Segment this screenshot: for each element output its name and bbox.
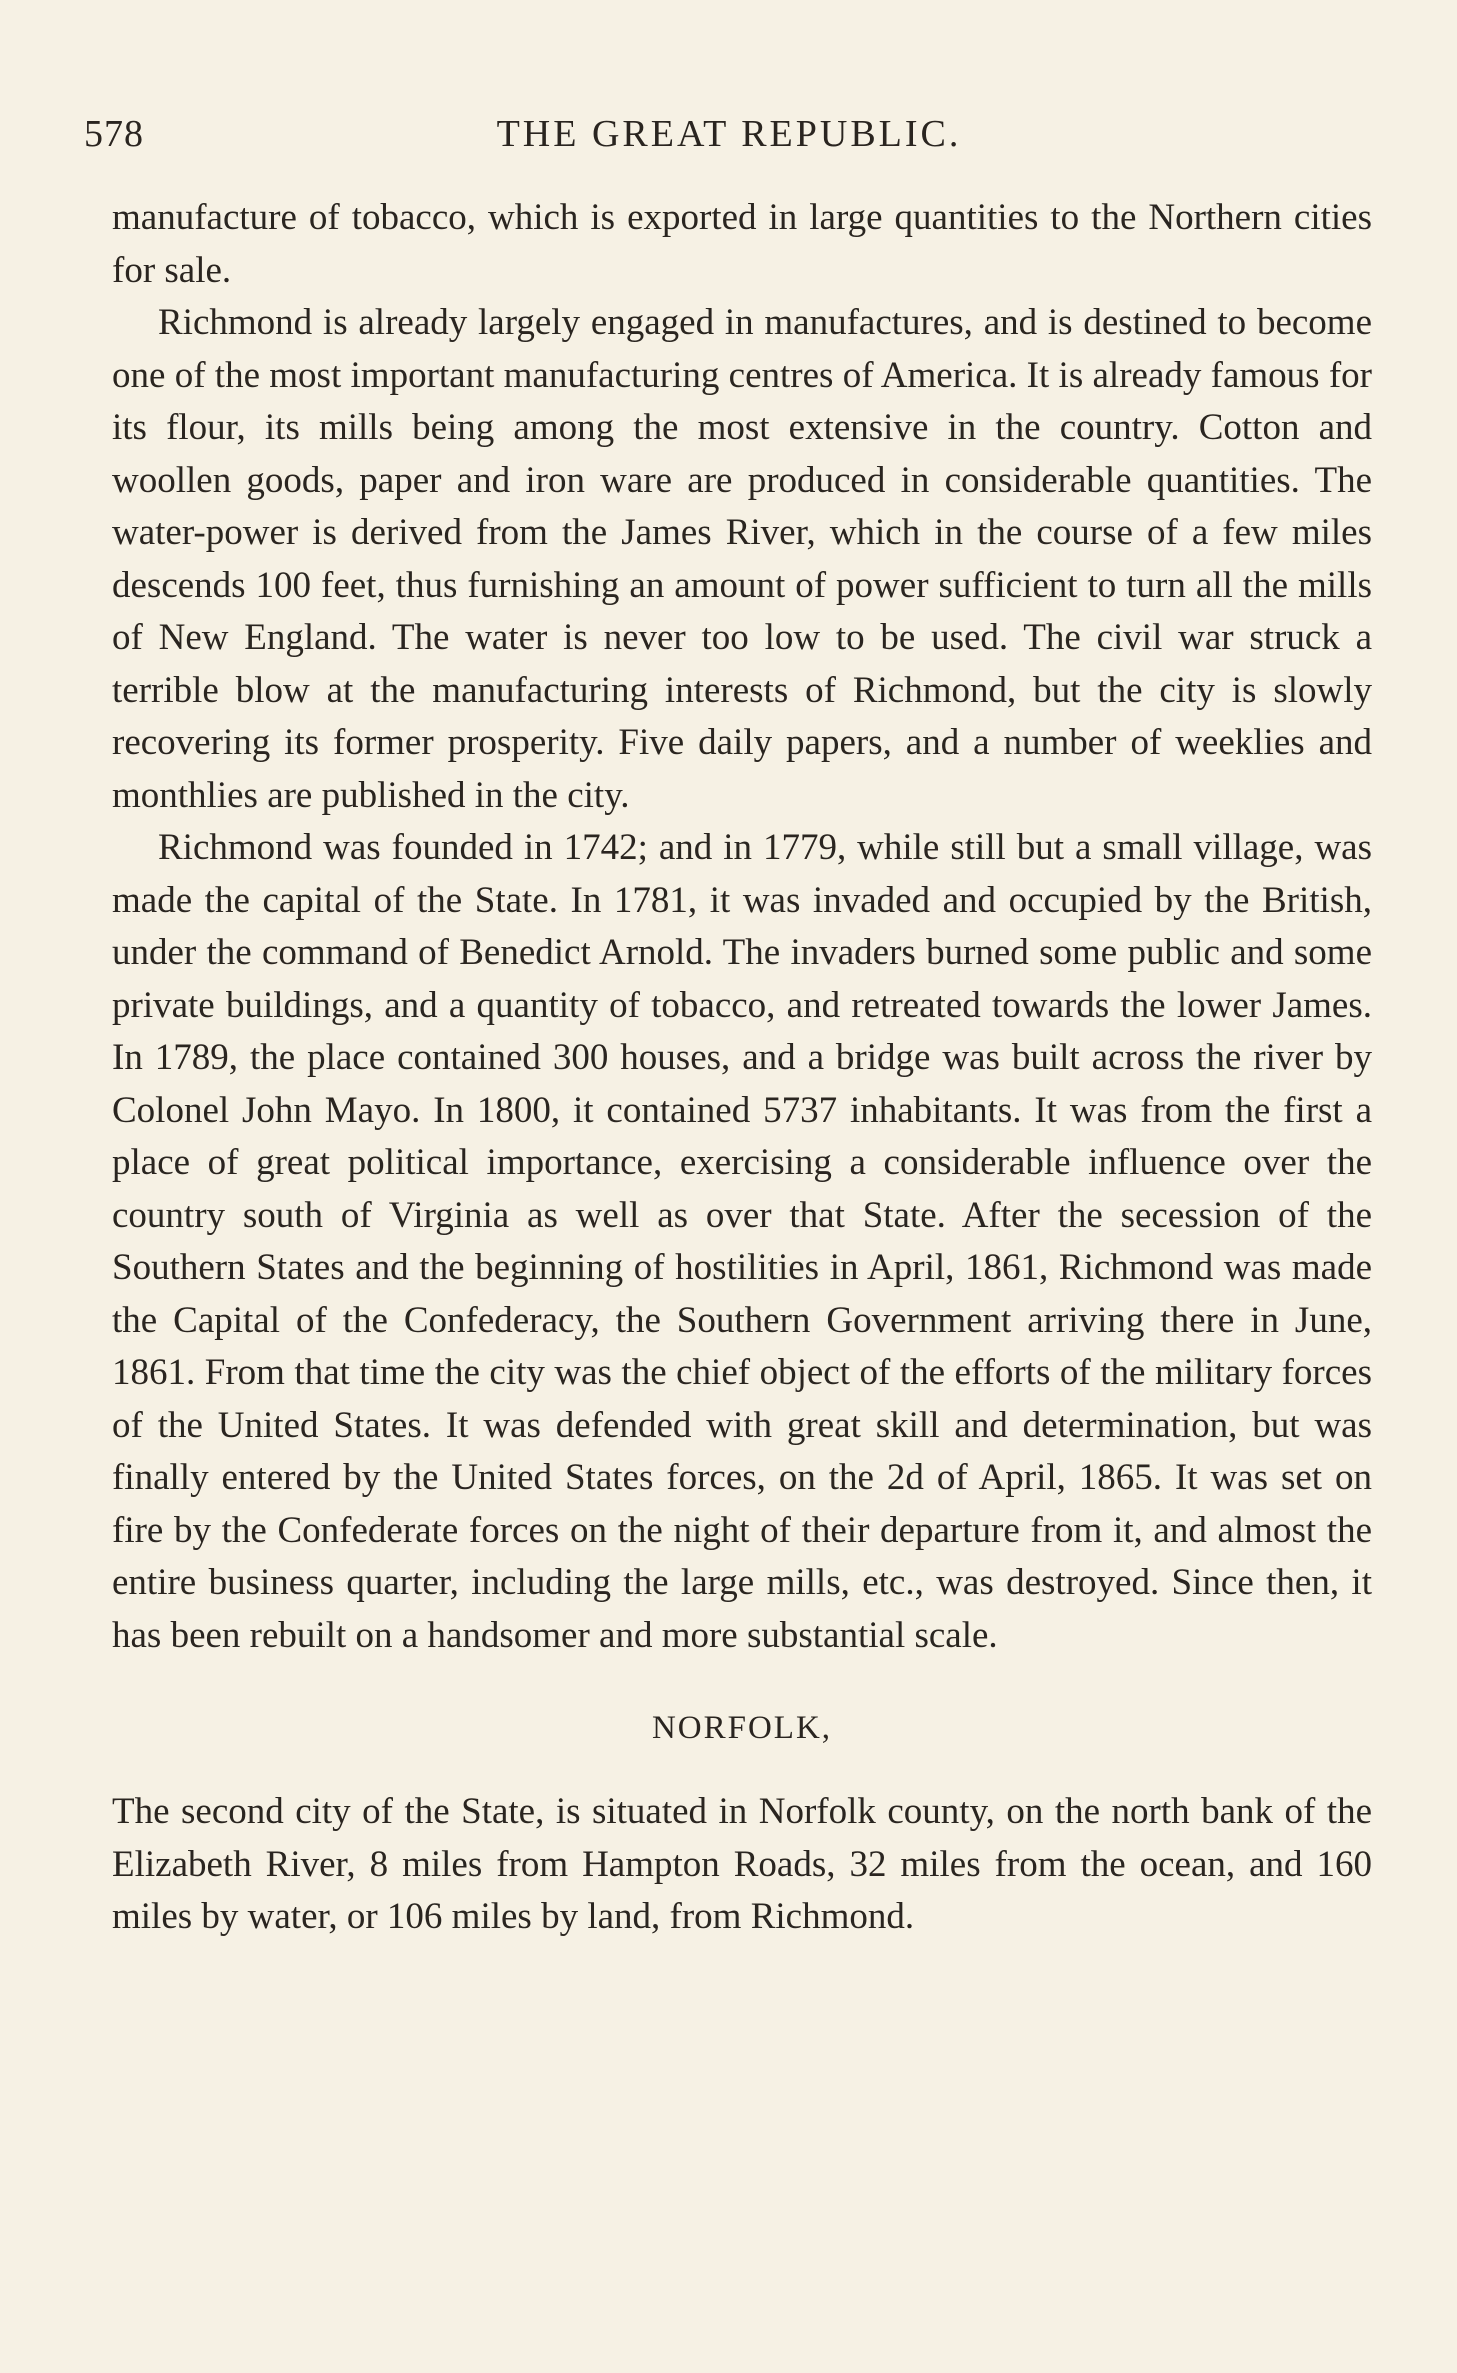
paragraph-continued: manufacture of tobacco, which is exported in large quantities to the Northern cities for sale. [112, 197, 1372, 291]
page-number: 578 [84, 113, 144, 155]
running-head [84, 112, 1374, 168]
running-title: THE GREAT REPUBLIC. [496, 113, 962, 155]
body-text [112, 192, 1372, 1944]
paragraph-history: Richmond was founded in 1742; and in 1779, while still but a small village, was made the capital of the State. In 1781, it was invaded and occupied by the British, under the command of Benedict Arnold. The invaders burned some public and some private buildings, and a quantity of tobacco, and retreated towards the lower James. In 1789, the place contained 300 houses, and a bridge was built across the river by Colonel John Mayo. In 1800, it contained 5737 inhabitants. It was from the first a place of great political importance, exercising a considerable influence over the country south of Virginia as well as over that State. After the secession of the Southern States and the beginning of hostilities in April, 1861, Richmond was made the Capital of the Confederacy, the Southern Government arriving there in June, 1861. From that time the city was the chief object of the efforts of the military forces of the United States. It was defended with great skill and determination, but was finally entered by the United States forces, on the 2d of April, 1865. It was set on fire by the Confederate forces on the night of their departure from it, and almost the entire business quarter, including the large mills, etc., was destroyed. Since then, it has been rebuilt on a handsomer and more substantial scale. [112, 827, 1372, 1656]
paragraph-norfolk: The second city of the State, is situated in Norfolk county, on the north bank of the Elizabeth River, 8 miles from Hampton Roads, 32 miles from the ocean, and 160 miles by water, or 106 miles by land, from Richmond. [112, 1791, 1372, 1937]
paragraph-manufactures: Richmond is already largely engaged in manufactures, and is destined to become one of the most important manufacturing centres of America. It is already famous for its flour, its mills being among the most extensive in the country. Cotton and woollen goods, paper and iron ware are produced in considerable quantities. The water-power is derived from the James River, which in the course of a few miles descends 100 feet, thus furnishing an amount of power sufficient to turn all the mills of New England. The water is never too low to be used. The civil war struck a terrible blow at the manufacturing interests of Richmond, but the city is slowly recovering its former prosperity. Five daily papers, and a number of weeklies and monthlies are published in the city. [112, 302, 1372, 816]
section-heading-norfolk: NORFOLK, [651, 1710, 833, 1746]
